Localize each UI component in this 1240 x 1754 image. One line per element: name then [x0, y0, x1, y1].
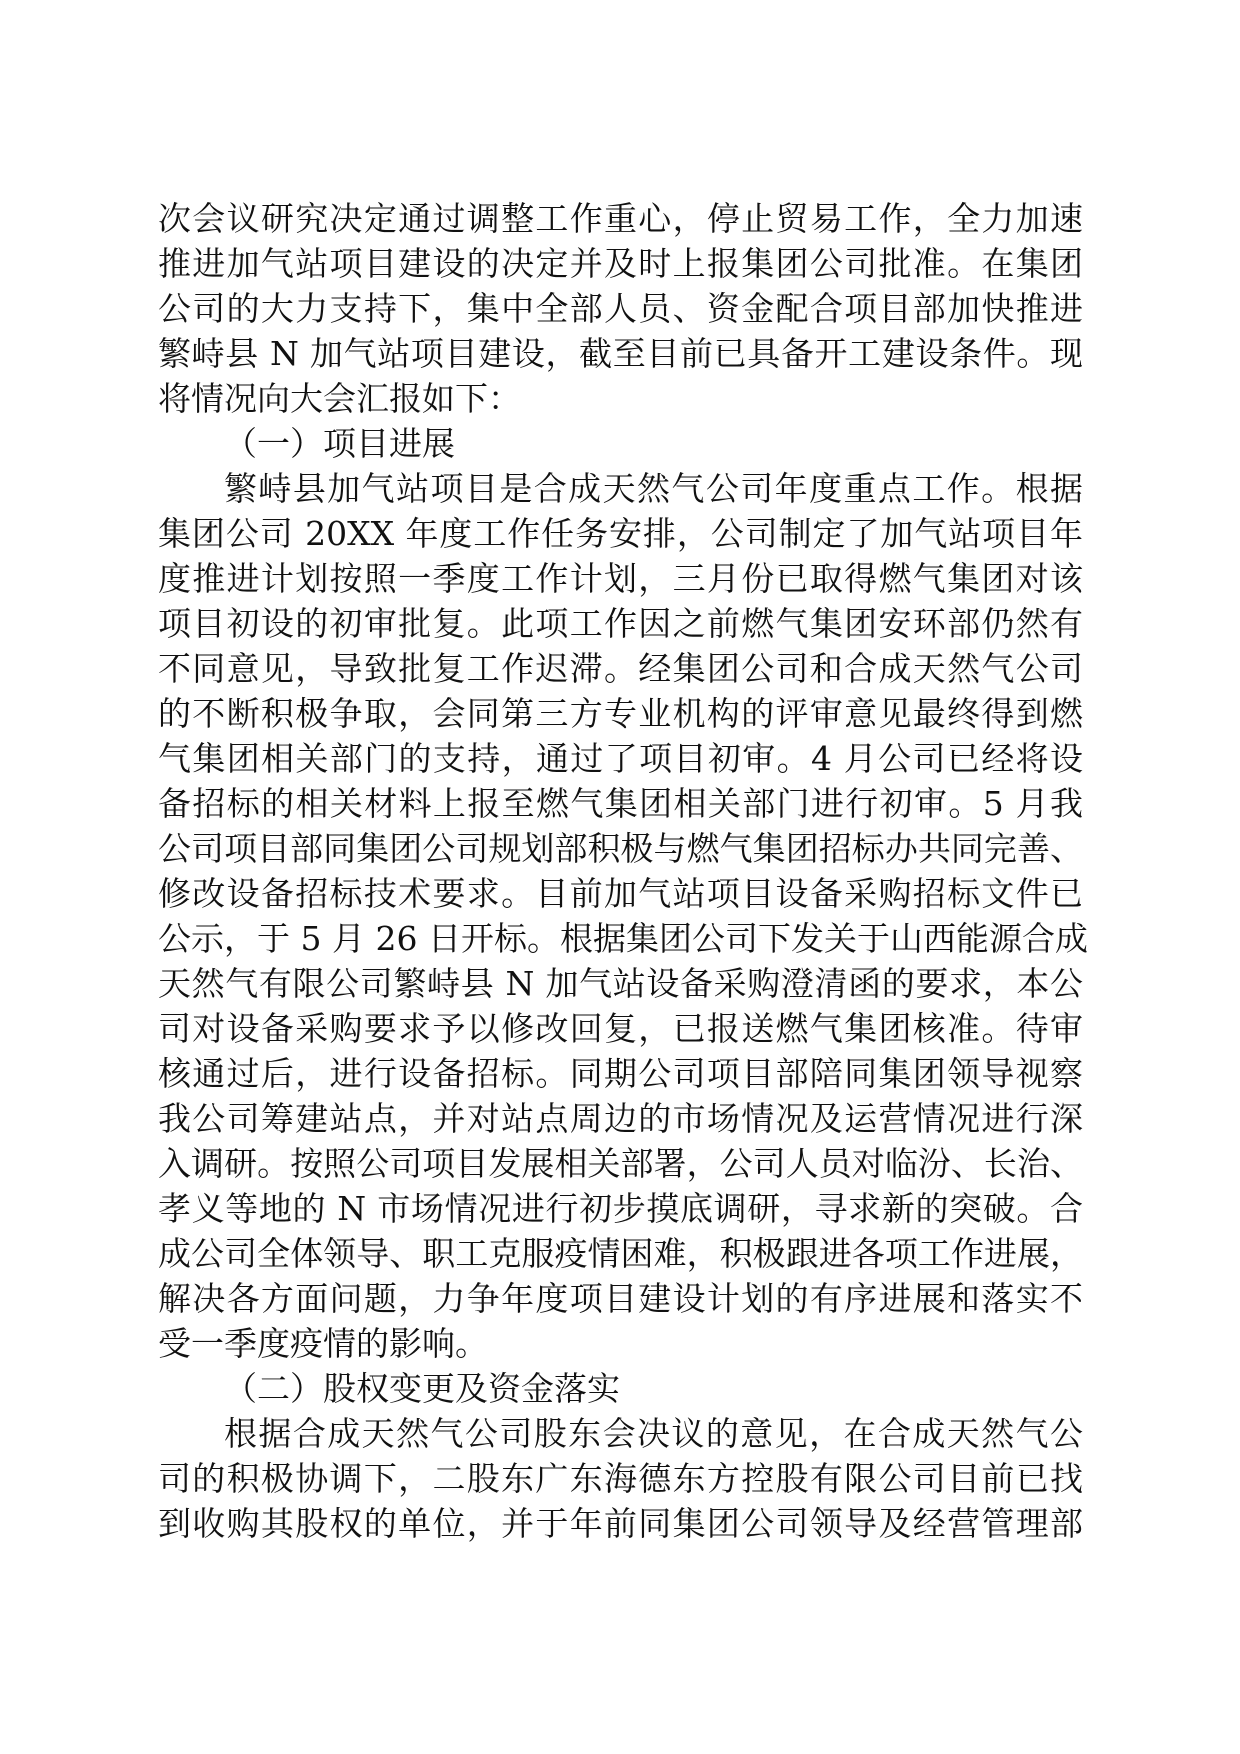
paragraph-2-line: 公示，于 5 月 26 日开标。根据集团公司下发关于山西能源合成 — [158, 919, 1088, 958]
paragraph-2-line: 繁峙县加气站项目是合成天然气公司年度重点工作。根据 — [224, 469, 1083, 508]
section-heading-equity: （二）股权变更及资金落实 — [224, 1369, 620, 1408]
paragraph-1-line: 次会议研究决定通过调整工作重心，停止贸易工作，全力加速 — [158, 199, 1083, 238]
document-body — [158, 196, 1088, 1546]
paragraph-2-line: 入调研。按照公司项目发展相关部署，公司人员对临汾、长治、 — [158, 1144, 1083, 1183]
paragraph-2-line: 成公司全体领导、职工克服疫情困难，积极跟进各项工作进展， — [158, 1234, 1083, 1273]
paragraph-2-line: 孝义等地的 N 市场情况进行初步摸底调研，寻求新的突破。合 — [158, 1189, 1083, 1228]
paragraph-2-line: 的不断积极争取，会同第三方专业机构的评审意见最终得到燃 — [158, 694, 1083, 733]
paragraph-2-line: 天然气有限公司繁峙县 N 加气站设备采购澄清函的要求，本公 — [158, 964, 1083, 1003]
paragraph-2-line: 司对设备采购要求予以修改回复，已报送燃气集团核准。待审 — [158, 1009, 1083, 1048]
paragraph-2-line: 集团公司 20XX 年度工作任务安排，公司制定了加气站项目年 — [158, 514, 1083, 553]
paragraph-2-line: 度推进计划按照一季度工作计划，三月份已取得燃气集团对该 — [158, 559, 1083, 598]
paragraph-1-line: 推进加气站项目建设的决定并及时上报集团公司批准。在集团 — [158, 244, 1083, 283]
paragraph-1-line: 公司的大力支持下，集中全部人员、资金配合项目部加快推进 — [158, 289, 1083, 328]
paragraph-2-line: 项目初设的初审批复。此项工作因之前燃气集团安环部仍然有 — [158, 604, 1083, 643]
paragraph-2-line: 气集团相关部门的支持，通过了项目初审。4 月公司已经将设 — [158, 739, 1083, 778]
paragraph-2-line: 核通过后，进行设备招标。同期公司项目部陪同集团领导视察 — [158, 1054, 1083, 1093]
section-heading-progress: （一）项目进展 — [224, 424, 455, 463]
paragraph-1-line: 繁峙县 N 加气站项目建设，截至目前已具备开工建设条件。现 — [158, 334, 1083, 373]
paragraph-1-line: 将情况向大会汇报如下： — [158, 379, 521, 418]
paragraph-2-line: 备招标的相关材料上报至燃气集团相关部门进行初审。5 月我 — [158, 784, 1083, 823]
paragraph-3-line: 根据合成天然气公司股东会决议的意见，在合成天然气公 — [224, 1414, 1083, 1453]
paragraph-2-line: 我公司筹建站点，并对站点周边的市场情况及运营情况进行深 — [158, 1099, 1083, 1138]
paragraph-2-line: 公司项目部同集团公司规划部积极与燃气集团招标办共同完善、 — [158, 829, 1083, 868]
paragraph-2-line: 解决各方面问题，力争年度项目建设计划的有序进展和落实不 — [158, 1279, 1083, 1318]
paragraph-2-line: 受一季度疫情的影响。 — [158, 1324, 488, 1363]
paragraph-3-line: 司的积极协调下，二股东广东海德东方控股有限公司目前已找 — [158, 1459, 1083, 1498]
paragraph-3-line: 到收购其股权的单位，并于年前同集团公司领导及经营管理部 — [158, 1504, 1083, 1543]
paragraph-2-line: 修改设备招标技术要求。目前加气站项目设备采购招标文件已 — [158, 874, 1083, 913]
paragraph-2-line: 不同意见，导致批复工作迟滞。经集团公司和合成天然气公司 — [158, 649, 1083, 688]
